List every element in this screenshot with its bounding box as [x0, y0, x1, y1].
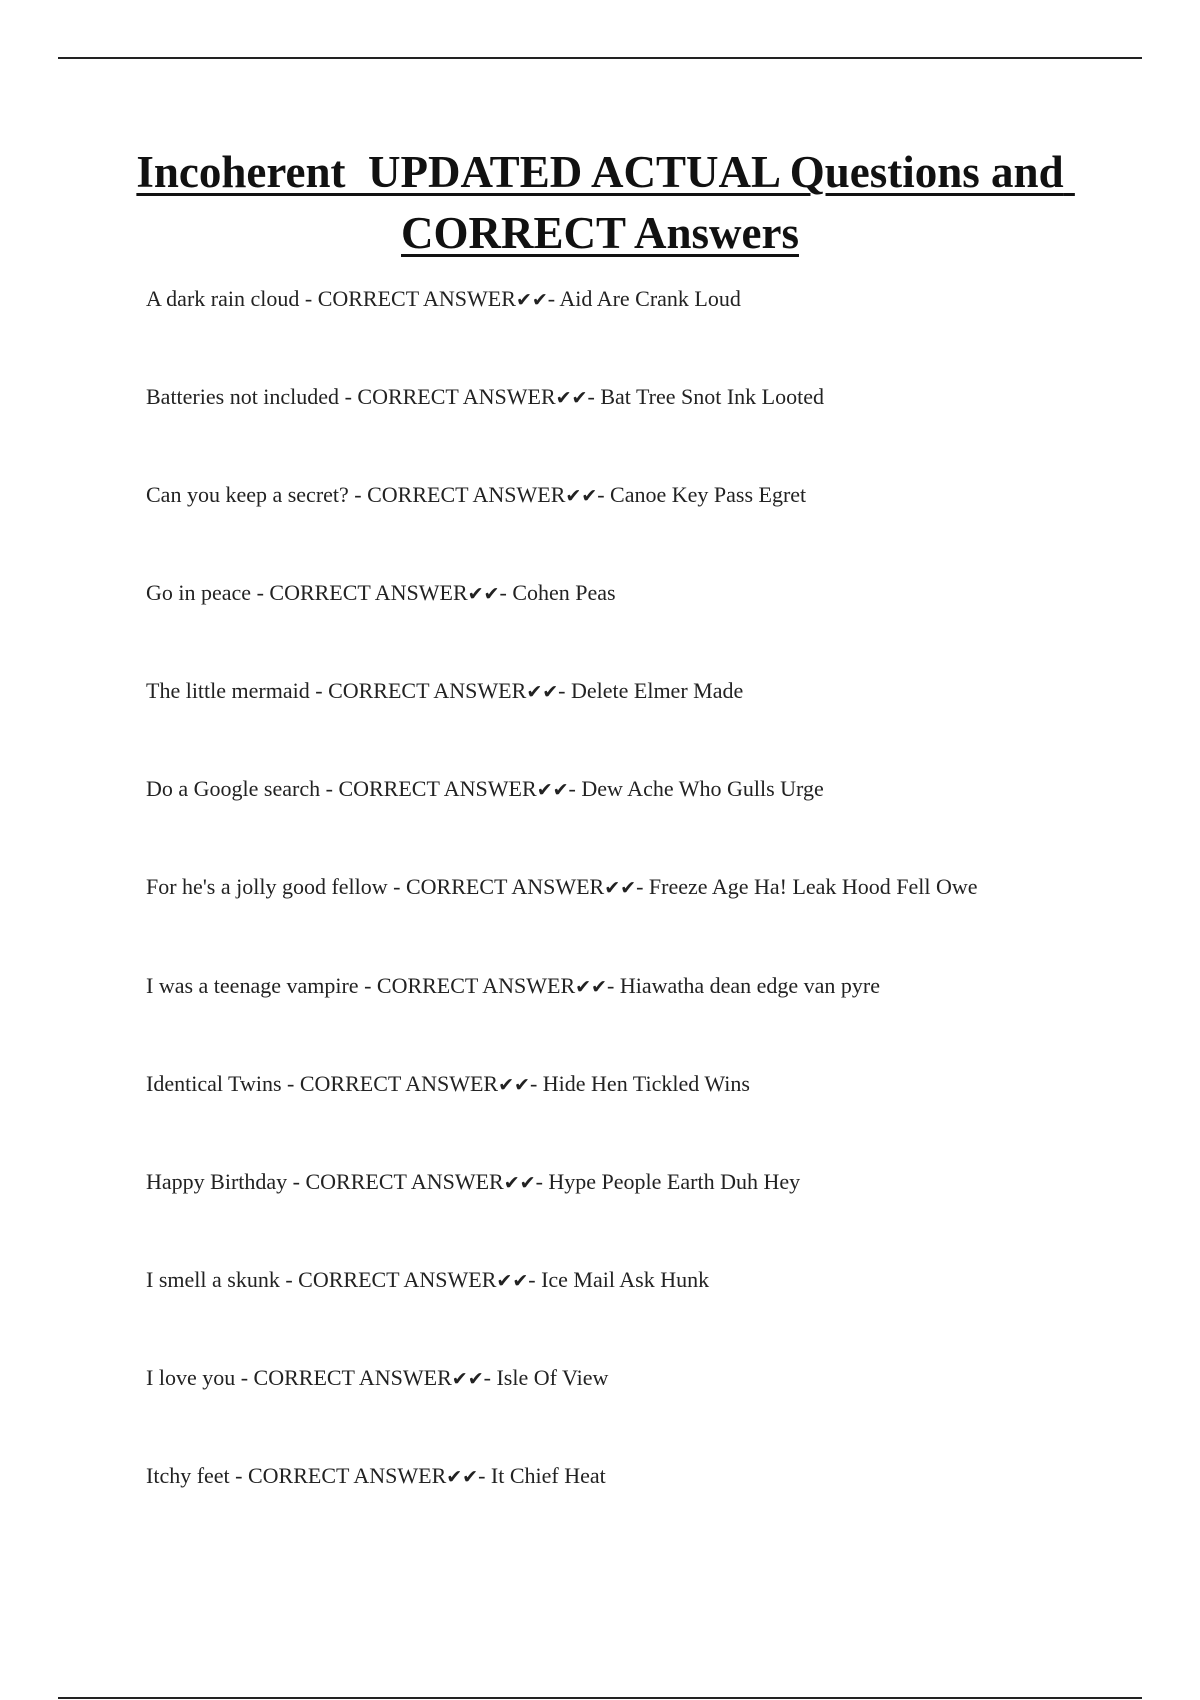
- double-check-icon: ✔✔: [536, 779, 569, 801]
- answer-marker: CORRECT ANSWER: [357, 384, 556, 409]
- question-text: I was a teenage vampire: [146, 973, 359, 998]
- answer-marker: CORRECT ANSWER: [338, 776, 537, 801]
- qa-item: Batteries not included - CORRECT ANSWER✔✔- Bat Tree Snot Ink Looted: [146, 384, 824, 409]
- answer-marker: CORRECT ANSWER: [298, 1267, 497, 1292]
- double-check-icon: ✔✔: [451, 1368, 484, 1390]
- answer-text: Hiawatha dean edge van pyre: [619, 973, 881, 998]
- answer-marker: CORRECT ANSWER: [248, 1463, 447, 1488]
- qa-item: A dark rain cloud - CORRECT ANSWER✔✔- Aid Are Crank Loud: [146, 286, 741, 311]
- double-check-icon: ✔✔: [526, 681, 559, 703]
- qa-item: Do a Google search - CORRECT ANSWER✔✔- Dew Ache Who Gulls Urge: [146, 776, 824, 801]
- answer-text: Dew Ache Who Gulls Urge: [581, 776, 824, 801]
- answer-text: Isle Of View: [496, 1365, 609, 1390]
- answer-text: Delete Elmer Made: [570, 678, 744, 703]
- double-check-icon: ✔✔: [498, 1074, 530, 1096]
- qa-item: Identical Twins - CORRECT ANSWER✔✔- Hide Hen Tickled Wins: [146, 1071, 750, 1096]
- answer-marker: CORRECT ANSWER: [367, 482, 566, 507]
- question-text: A dark rain cloud: [146, 286, 300, 311]
- qa-item: I love you - CORRECT ANSWER✔✔- Isle Of View: [146, 1365, 609, 1390]
- double-check-icon: ✔✔: [467, 583, 500, 605]
- answer-marker: CORRECT ANSWER: [317, 286, 516, 311]
- answer-marker: CORRECT ANSWER: [253, 1365, 452, 1390]
- question-text: Go in peace: [146, 580, 252, 605]
- answer-marker: CORRECT ANSWER: [299, 1071, 499, 1096]
- double-check-icon: ✔✔: [555, 387, 588, 409]
- qa-item: Go in peace - CORRECT ANSWER✔✔- Cohen Peas: [146, 580, 616, 605]
- top-rule: [58, 57, 1142, 59]
- question-text: I love you: [146, 1365, 236, 1390]
- question-text: The little mermaid: [146, 678, 310, 703]
- answer-text: It Chief Heat: [490, 1463, 606, 1488]
- answer-marker: CORRECT ANSWER: [305, 1169, 504, 1194]
- answer-text: Aid Are Crank Loud: [559, 286, 741, 311]
- qa-item: The little mermaid - CORRECT ANSWER✔✔- Delete Elmer Made: [146, 678, 744, 703]
- qa-item: I smell a skunk - CORRECT ANSWER✔✔- Ice Mail Ask Hunk: [146, 1267, 710, 1292]
- qa-item: Can you keep a secret? - CORRECT ANSWER✔✔- Canoe Key Pass Egret: [146, 482, 807, 507]
- answer-marker: CORRECT ANSWER: [328, 678, 527, 703]
- double-check-icon: ✔✔: [515, 289, 548, 311]
- double-check-icon: ✔✔: [575, 976, 607, 998]
- question-text: Can you keep a secret?: [146, 482, 349, 507]
- qa-list: [146, 284, 1046, 1559]
- qa-item: Itchy feet - CORRECT ANSWER✔✔- It Chief Heat: [146, 1463, 606, 1488]
- qa-item: Happy Birthday - CORRECT ANSWER✔✔- Hype People Earth Duh Hey: [146, 1169, 801, 1194]
- double-check-icon: ✔✔: [496, 1270, 529, 1292]
- question-text: Identical Twins: [146, 1071, 282, 1096]
- question-text: Do a Google search: [146, 776, 321, 801]
- double-check-icon: ✔✔: [446, 1466, 479, 1488]
- document-title: Incoherent UPDATED ACTUAL Questions and CORRECT Answers: [136, 147, 1075, 258]
- answer-text: Cohen Peas: [512, 580, 616, 605]
- answer-text: Canoe Key Pass Egret: [610, 482, 807, 507]
- answer-text: Ice Mail Ask Hunk: [541, 1267, 710, 1292]
- answer-text: Freeze Age Ha! Leak Hood Fell Owe: [648, 874, 978, 899]
- answer-text: Bat Tree Snot Ink Looted: [600, 384, 824, 409]
- answer-marker: CORRECT ANSWER: [376, 973, 576, 998]
- question-text: Itchy feet: [146, 1463, 230, 1488]
- question-text: Batteries not included: [146, 384, 340, 409]
- question-text: I smell a skunk: [146, 1267, 280, 1292]
- double-check-icon: ✔✔: [503, 1172, 536, 1194]
- question-text: Happy Birthday: [146, 1169, 288, 1194]
- bottom-rule: [58, 1697, 1142, 1699]
- qa-item: I was a teenage vampire - CORRECT ANSWER✔✔- Hiawatha dean edge van pyre: [146, 973, 881, 998]
- double-check-icon: ✔✔: [565, 485, 598, 507]
- answer-text: Hide Hen Tickled Wins: [542, 1071, 750, 1096]
- double-check-icon: ✔✔: [604, 877, 637, 899]
- qa-item: For he's a jolly good fellow - CORRECT ANSWER✔✔- Freeze Age Ha! Leak Hood Fell Owe: [146, 874, 978, 899]
- answer-marker: CORRECT ANSWER: [269, 580, 468, 605]
- answer-text: Hype People Earth Duh Hey: [548, 1169, 801, 1194]
- question-text: For he's a jolly good fellow: [146, 874, 388, 899]
- answer-marker: CORRECT ANSWER: [405, 874, 605, 899]
